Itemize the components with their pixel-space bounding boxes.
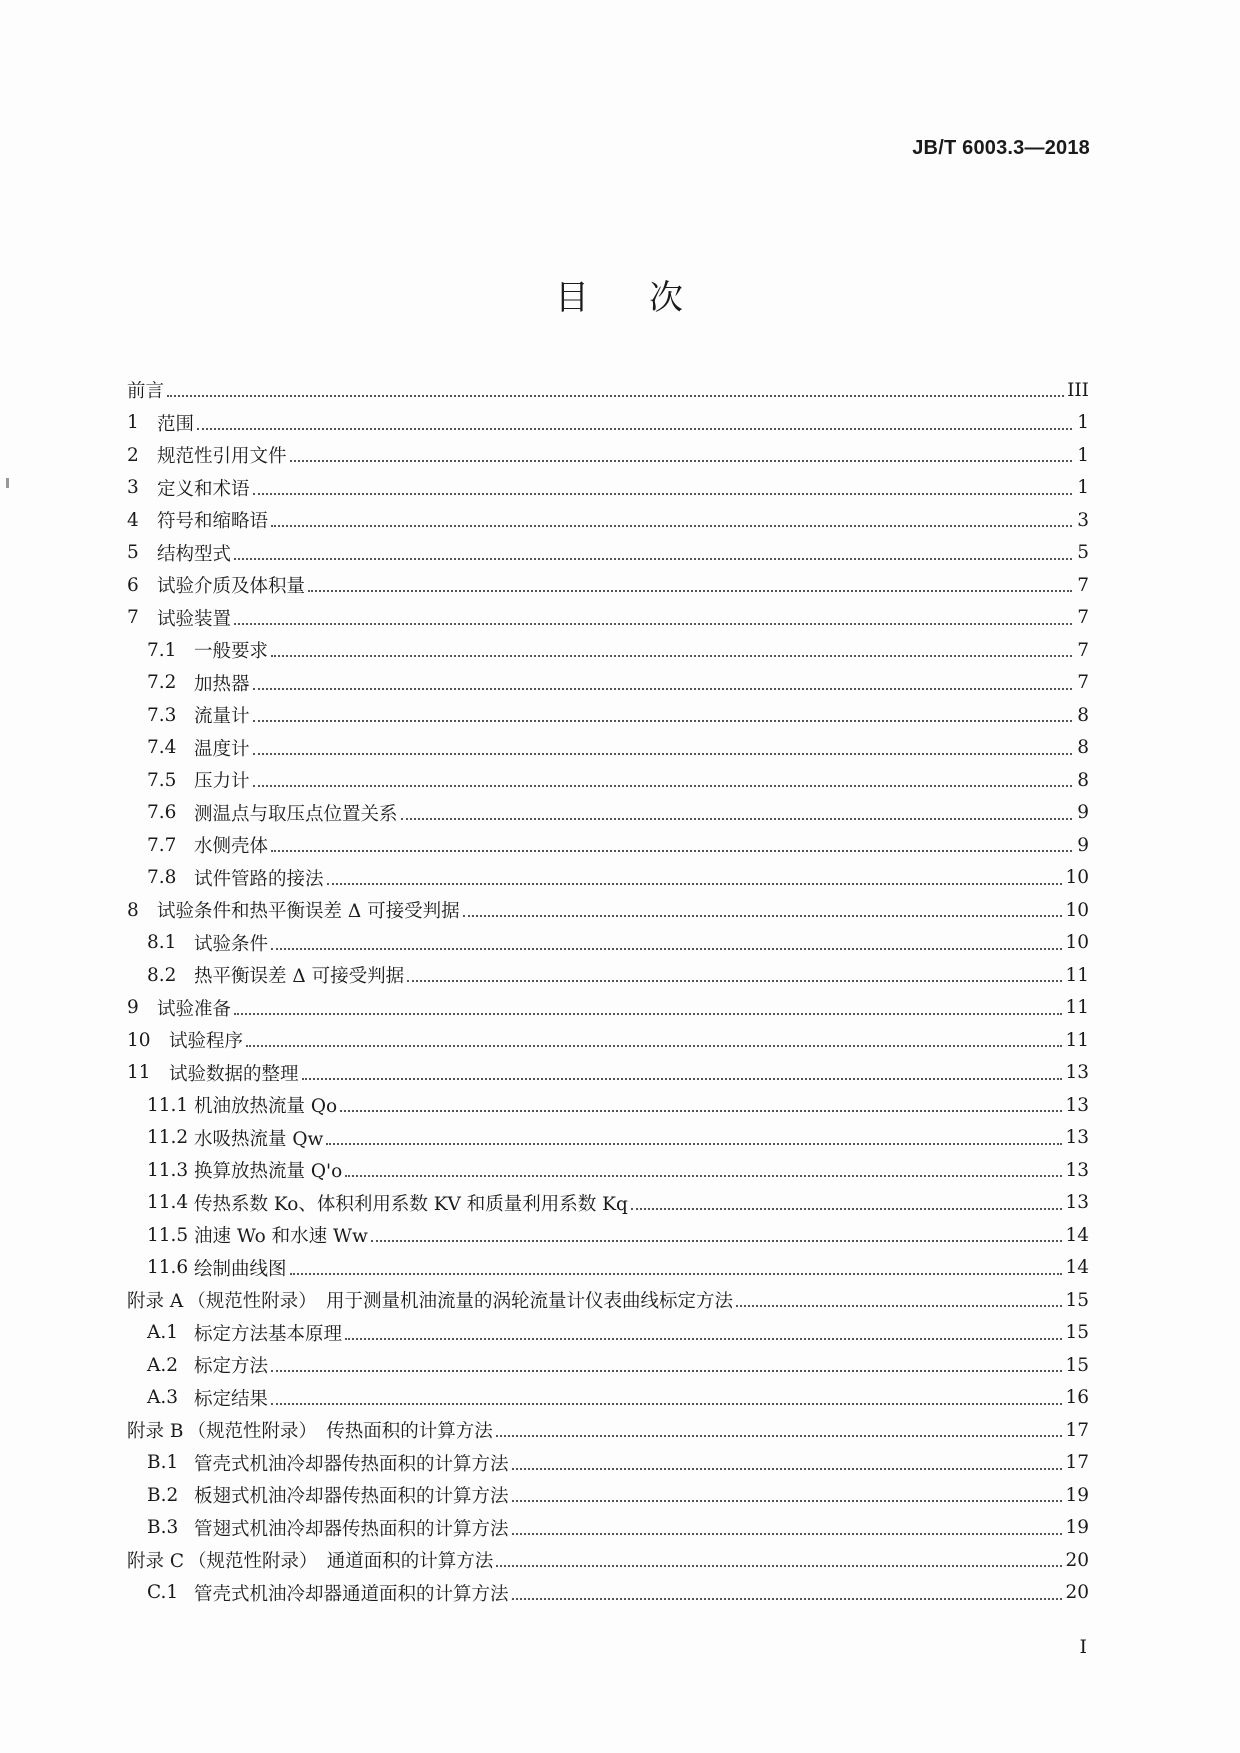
toc-entry[interactable] <box>127 1317 1089 1350</box>
toc-entry-title: 试件管路的接法 <box>194 868 324 890</box>
toc-entry[interactable] <box>127 1382 1089 1415</box>
toc-entry[interactable] <box>127 732 1089 765</box>
toc-entry-number: 8.1 <box>147 932 177 954</box>
toc-entry-page: 9 <box>1077 802 1089 824</box>
toc-leader-dots <box>167 395 1064 397</box>
toc-entry[interactable] <box>127 407 1089 440</box>
toc-entry-title: （规范性附录） 用于测量机油流量的涡轮流量计仪表曲线标定方法 <box>187 1291 734 1313</box>
toc-entry-title: 热平衡误差 Δ 可接受判据 <box>194 966 405 988</box>
toc-entry[interactable] <box>127 439 1089 472</box>
toc-entry-title: 符号和缩略语 <box>157 511 269 533</box>
toc-entry-title: 管壳式机油冷却器通道面积的计算方法 <box>194 1583 509 1605</box>
toc-leader-dots <box>234 623 1072 625</box>
toc-entry-number: 11 <box>127 1062 151 1084</box>
toc-entry-title: 加热器 <box>194 673 250 695</box>
toc-entry-title: 试验装置 <box>157 608 232 630</box>
toc-entry-page: 20 <box>1065 1549 1089 1571</box>
toc-entry-title: 水侧壳体 <box>194 836 269 858</box>
toc-entry-page: 11 <box>1065 1029 1089 1051</box>
toc-entry-number: 7.7 <box>147 834 177 856</box>
toc-entry[interactable] <box>127 569 1089 602</box>
toc-entry-title: 测温点与取压点位置关系 <box>194 803 398 825</box>
toc-entry-number: A.2 <box>147 1354 179 1376</box>
toc-entry-title: 范围 <box>157 413 195 435</box>
toc-entry-title: 试验条件和热平衡误差 Δ 可接受判据 <box>157 901 460 923</box>
toc-entry[interactable] <box>127 1057 1089 1090</box>
toc-leader-dots <box>340 1110 1062 1112</box>
toc-entry-number: B.1 <box>147 1452 179 1474</box>
page-title <box>0 270 1240 319</box>
page-number: I <box>1079 1636 1087 1658</box>
toc-entry-title: 试验数据的整理 <box>169 1063 299 1085</box>
page-title-part2: 次 <box>649 278 685 318</box>
toc-entry-number: B.3 <box>147 1517 179 1539</box>
toc-entry[interactable] <box>127 1089 1089 1122</box>
toc-entry[interactable] <box>127 894 1089 927</box>
toc-entry-number: A.3 <box>147 1387 179 1409</box>
toc-entry-title: 换算放热流量 Q'o <box>194 1161 343 1183</box>
toc-entry[interactable] <box>127 1414 1089 1447</box>
toc-entry-number: 4 <box>127 509 139 531</box>
toc-entry-page: 14 <box>1065 1257 1089 1279</box>
toc-entry-title: 一般要求 <box>194 641 269 663</box>
toc-entry-number: 7.4 <box>147 737 177 759</box>
toc-entry-number: 9 <box>127 997 139 1019</box>
toc-entry-title: 试验条件 <box>194 933 269 955</box>
toc-entry-number: 附录 B <box>127 1421 184 1443</box>
toc-entry-number: 7.6 <box>147 802 177 824</box>
toc-leader-dots <box>271 655 1072 657</box>
toc-entry-page: 15 <box>1065 1354 1089 1376</box>
toc-entry-title: 前言 <box>127 381 165 403</box>
toc-entry-page: 11 <box>1065 964 1089 986</box>
toc-entry-number: 1 <box>127 412 139 434</box>
toc-entry-number: 5 <box>127 542 139 564</box>
toc-leader-dots <box>290 1273 1063 1275</box>
toc-entry-page: 15 <box>1065 1289 1089 1311</box>
standard-number: JB/T 6003.3—2018 <box>912 137 1090 159</box>
toc-leader-dots <box>407 980 1062 982</box>
toc-entry-number: 7 <box>127 607 139 629</box>
toc-entry-page: 10 <box>1065 932 1089 954</box>
toc-entry[interactable] <box>127 537 1089 570</box>
toc-entry-title: （规范性附录） 通道面积的计算方法 <box>188 1551 494 1573</box>
toc-entry-title: 试验准备 <box>157 998 232 1020</box>
toc-entry-number: 3 <box>127 477 139 499</box>
toc-entry[interactable] <box>127 1024 1089 1057</box>
toc-entry-number: 7.2 <box>147 672 177 694</box>
toc-leader-dots <box>345 1338 1062 1340</box>
toc-entry-title: 标定方法基本原理 <box>194 1323 343 1345</box>
toc-leader-dots <box>496 1565 1062 1567</box>
toc-entry[interactable] <box>127 602 1089 635</box>
toc-entry-page: 13 <box>1065 1062 1089 1084</box>
toc-entry-title: 试验程序 <box>169 1031 244 1053</box>
toc-entry[interactable] <box>127 1512 1089 1545</box>
toc-entry[interactable] <box>127 1252 1089 1285</box>
toc-entry-title: 标定结果 <box>194 1388 269 1410</box>
toc-entry-number: 11.6 <box>147 1257 189 1279</box>
toc-leader-dots <box>512 1500 1063 1502</box>
toc-entry-page: 10 <box>1065 867 1089 889</box>
toc-entry-number: 附录 C <box>127 1551 185 1573</box>
toc-entry[interactable] <box>127 927 1089 960</box>
toc-entry[interactable] <box>127 634 1089 667</box>
toc-entry[interactable] <box>127 472 1089 505</box>
toc-entry-number: 11.1 <box>147 1094 189 1116</box>
toc-leader-dots <box>271 1370 1062 1372</box>
toc-entry[interactable] <box>127 374 1089 407</box>
toc-entry-page: 11 <box>1065 997 1089 1019</box>
toc-entry-title: 管壳式机油冷却器传热面积的计算方法 <box>194 1453 509 1475</box>
toc-entry[interactable] <box>127 1544 1089 1577</box>
toc-leader-dots <box>512 1468 1063 1470</box>
toc-entry-title: 定义和术语 <box>157 478 250 500</box>
toc-leader-dots <box>253 753 1072 755</box>
toc-leader-dots <box>290 460 1072 462</box>
toc-entry-title: 温度计 <box>194 738 250 760</box>
toc-entry[interactable] <box>127 504 1089 537</box>
toc-leader-dots <box>302 1078 1063 1080</box>
toc-entry-title: 管翅式机油冷却器传热面积的计算方法 <box>194 1518 509 1540</box>
toc-leader-dots <box>253 785 1072 787</box>
toc-leader-dots <box>253 688 1072 690</box>
toc-entry-page: 14 <box>1065 1224 1089 1246</box>
toc-entry-page: 16 <box>1065 1387 1089 1409</box>
toc-entry-page: 1 <box>1077 412 1089 434</box>
toc-entry-title: 标定方法 <box>194 1356 269 1378</box>
toc-entry[interactable] <box>127 959 1089 992</box>
toc-leader-dots <box>401 818 1072 820</box>
toc-entry-title: 油速 Wo 和水速 Ww <box>194 1226 368 1248</box>
toc-leader-dots <box>512 1533 1063 1535</box>
toc-entry-title: 压力计 <box>194 771 250 793</box>
toc-leader-dots <box>246 1045 1062 1047</box>
toc-entry[interactable] <box>127 797 1089 830</box>
toc-entry[interactable] <box>127 1349 1089 1382</box>
toc-entry[interactable] <box>127 1219 1089 1252</box>
toc-entry-page: III <box>1067 379 1089 401</box>
toc-leader-dots <box>271 850 1072 852</box>
toc-entry-page: 1 <box>1077 444 1089 466</box>
toc-entry-page: 8 <box>1077 704 1089 726</box>
toc-entry[interactable] <box>127 1122 1089 1155</box>
toc-entry-page: 8 <box>1077 737 1089 759</box>
toc-entry-page: 19 <box>1065 1517 1089 1539</box>
toc-entry-page: 7 <box>1077 639 1089 661</box>
toc-entry-page: 15 <box>1065 1322 1089 1344</box>
toc-entry-page: 13 <box>1065 1127 1089 1149</box>
toc-entry-title: （规范性附录） 传热面积的计算方法 <box>187 1421 493 1443</box>
toc-entry[interactable] <box>127 1479 1089 1512</box>
toc-entry-number: 8.2 <box>147 964 177 986</box>
toc-entry-page: 19 <box>1065 1484 1089 1506</box>
toc-entry[interactable] <box>127 1284 1089 1317</box>
toc-entry-title: 机油放热流量 Qo <box>194 1096 338 1118</box>
toc-entry[interactable] <box>127 829 1089 862</box>
toc-entry-number: 2 <box>127 444 139 466</box>
toc-leader-dots <box>463 915 1063 917</box>
toc-leader-dots <box>197 428 1072 430</box>
toc-entry-number: 8 <box>127 899 139 921</box>
toc-leader-dots <box>308 590 1072 592</box>
toc-entry-page: 13 <box>1065 1192 1089 1214</box>
toc-entry-number: A.1 <box>147 1322 179 1344</box>
toc-entry-number: 11.5 <box>147 1224 189 1246</box>
toc-leader-dots <box>631 1208 1063 1210</box>
toc-entry-page: 13 <box>1065 1159 1089 1181</box>
toc-entry[interactable] <box>127 992 1089 1025</box>
toc-entry-title: 规范性引用文件 <box>157 446 287 468</box>
toc-entry-number: 11.2 <box>147 1127 189 1149</box>
toc-entry-number: 10 <box>127 1029 151 1051</box>
toc-entry-title: 流量计 <box>194 706 250 728</box>
toc-entry-page: 5 <box>1077 542 1089 564</box>
toc-entry[interactable] <box>127 764 1089 797</box>
toc-entry-page: 7 <box>1077 574 1089 596</box>
toc-leader-dots <box>326 1143 1062 1145</box>
toc-entry-number: 附录 A <box>127 1291 184 1313</box>
toc-entry-title: 传热系数 Ko、体积利用系数 KV 和质量利用系数 Kq <box>194 1193 628 1215</box>
toc-leader-dots <box>271 948 1062 950</box>
toc-leader-dots <box>327 883 1063 885</box>
toc-leader-dots <box>512 1598 1063 1600</box>
toc-entry-page: 9 <box>1077 834 1089 856</box>
toc-entry-page: 7 <box>1077 672 1089 694</box>
toc-entry-number: B.2 <box>147 1484 179 1506</box>
toc-leader-dots <box>253 493 1072 495</box>
toc-entry-number: 7.8 <box>147 867 177 889</box>
toc-entry-page: 17 <box>1065 1419 1089 1441</box>
toc-leader-dots <box>736 1305 1062 1307</box>
toc-entry[interactable] <box>127 1187 1089 1220</box>
toc-entry-page: 20 <box>1065 1582 1089 1604</box>
toc-entry[interactable] <box>127 667 1089 700</box>
toc-entry[interactable] <box>127 862 1089 895</box>
toc-leader-dots <box>496 1435 1063 1437</box>
toc-entry-number: 6 <box>127 574 139 596</box>
scan-mark <box>6 478 9 488</box>
toc-entry[interactable] <box>127 1577 1089 1610</box>
toc-entry-title: 结构型式 <box>157 543 232 565</box>
toc-entry[interactable] <box>127 1447 1089 1480</box>
toc-entry-page: 8 <box>1077 769 1089 791</box>
page-title-part1: 目 <box>555 278 591 318</box>
toc-entry[interactable] <box>127 699 1089 732</box>
toc-entry[interactable] <box>127 1154 1089 1187</box>
toc-entry-page: 10 <box>1065 899 1089 921</box>
toc-entry-number: 11.4 <box>147 1192 189 1214</box>
toc-entry-number: C.1 <box>147 1582 179 1604</box>
toc-leader-dots <box>371 1240 1063 1242</box>
toc-leader-dots <box>271 525 1072 527</box>
toc-entry-title: 板翅式机油冷却器传热面积的计算方法 <box>194 1486 509 1508</box>
toc-leader-dots <box>345 1175 1062 1177</box>
toc-entry-page: 13 <box>1065 1094 1089 1116</box>
toc-entry-number: 7.5 <box>147 769 177 791</box>
toc-leader-dots <box>234 1013 1062 1015</box>
toc-entry-title: 绘制曲线图 <box>194 1258 287 1280</box>
toc-entry-title: 试验介质及体积量 <box>157 576 306 598</box>
toc-leader-dots <box>271 1403 1062 1405</box>
toc-entry-number: 7.1 <box>147 639 177 661</box>
toc-entry-page: 1 <box>1077 477 1089 499</box>
toc-entry-number: 7.3 <box>147 704 177 726</box>
toc-entry-number: 11.3 <box>147 1159 189 1181</box>
table-of-contents <box>127 374 1089 1609</box>
toc-entry-page: 17 <box>1065 1452 1089 1474</box>
toc-entry-page: 3 <box>1077 509 1089 531</box>
toc-entry-page: 7 <box>1077 607 1089 629</box>
toc-entry-title: 水吸热流量 Qw <box>194 1128 324 1150</box>
toc-leader-dots <box>253 720 1072 722</box>
toc-leader-dots <box>234 558 1072 560</box>
